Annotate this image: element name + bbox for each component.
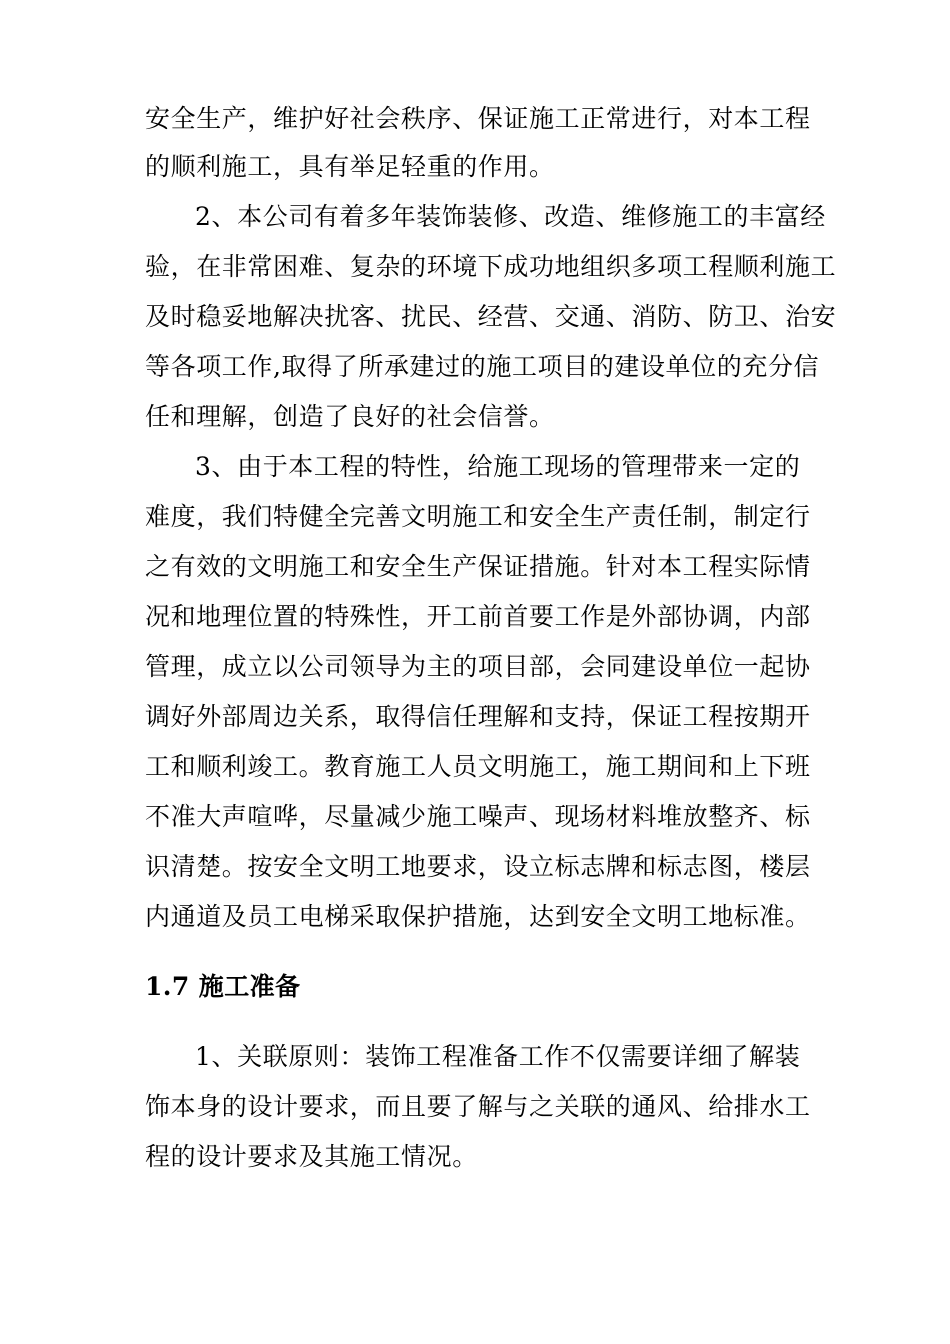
paragraph-line: 之有效的文明施工和安全生产保证措施。针对本工程实际情 — [145, 552, 811, 581]
paragraph-line: 安全生产，维护好社会秩序、保证施工正常进行，对本工程 — [145, 104, 811, 133]
paragraph-line: 的顺利施工，具有举足轻重的作用。 — [145, 152, 555, 181]
paragraph-line: 识清楚。按安全文明工地要求，设立标志牌和标志图，楼层 — [145, 852, 811, 881]
paragraph-line: 验，在非常困难、复杂的环境下成功地组织多项工程顺利施工 — [145, 252, 837, 281]
paragraph-line: 等各项工作,取得了所承建过的施工项目的建设单位的充分信 — [145, 352, 820, 381]
paragraph-line: 1、关联原则：装饰工程准备工作不仅需要详细了解装 — [195, 1042, 801, 1071]
paragraph-line: 内通道及员工电梯采取保护措施，达到安全文明工地标准。 — [145, 902, 811, 931]
paragraph-line: 3、由于本工程的特性，给施工现场的管理带来一定的 — [195, 452, 801, 481]
section-heading: 1.7 施工准备 — [145, 972, 301, 1001]
paragraph-line: 任和理解，创造了良好的社会信誉。 — [145, 402, 555, 431]
paragraph-line: 不准大声喧哗，尽量减少施工噪声、现场材料堆放整齐、标 — [145, 802, 811, 831]
paragraph-line: 2、本公司有着多年装饰装修、改造、维修施工的丰富经 — [195, 202, 826, 231]
paragraph-line: 管理，成立以公司领导为主的项目部，会同建设单位一起协 — [145, 652, 811, 681]
paragraph-line: 程的设计要求及其施工情况。 — [145, 1142, 478, 1171]
paragraph-line: 及时稳妥地解决扰客、扰民、经营、交通、消防、防卫、治安 — [145, 302, 837, 331]
paragraph-line: 饰本身的设计要求，而且要了解与之关联的通风、给排水工 — [145, 1092, 811, 1121]
paragraph-line: 难度，我们特健全完善文明施工和安全生产责任制，制定行 — [145, 502, 811, 531]
paragraph-line: 工和顺利竣工。教育施工人员文明施工，施工期间和上下班 — [145, 752, 811, 781]
paragraph-line: 调好外部周边关系，取得信任理解和支持，保证工程按期开 — [145, 702, 811, 731]
paragraph-line: 况和地理位置的特殊性，开工前首要工作是外部协调，内部 — [145, 602, 811, 631]
